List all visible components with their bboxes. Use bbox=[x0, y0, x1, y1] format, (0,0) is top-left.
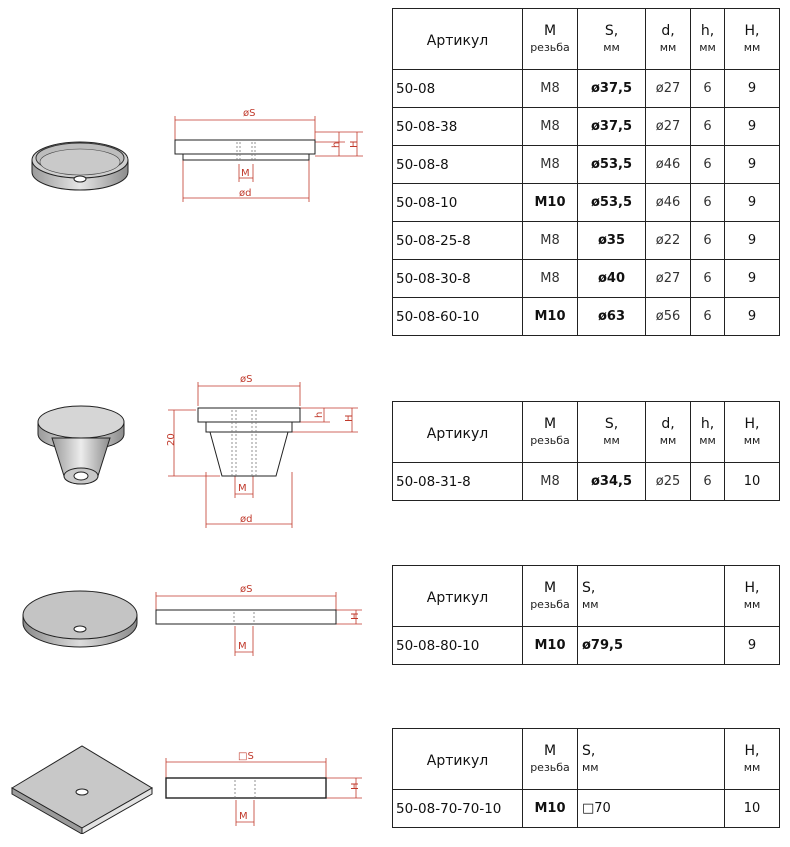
header-d: d, bbox=[661, 23, 675, 39]
header-H: H, bbox=[744, 23, 760, 39]
header-article: Артикул bbox=[426, 425, 489, 442]
table-row: 50-08-70-70-10 M10 □70 10 bbox=[393, 790, 780, 828]
cone-foot-drawing bbox=[160, 372, 375, 532]
dim-m-label: M bbox=[238, 641, 247, 652]
table-header bbox=[393, 9, 780, 70]
flat-disk-isometric bbox=[20, 583, 140, 653]
disk-stepped-drawing bbox=[165, 98, 375, 210]
dim-H-label: H bbox=[350, 782, 361, 790]
cone-foot-isometric bbox=[34, 398, 129, 493]
square-plate-drawing bbox=[158, 748, 375, 830]
table-row: 50-08-60-10 M10 ø63 ø56 6 9 bbox=[393, 298, 780, 336]
dim-s-label: øS bbox=[240, 584, 253, 595]
header-m-sub: резьба bbox=[530, 41, 570, 54]
dim-m-label: M bbox=[238, 483, 247, 494]
header-article: Артикул bbox=[426, 589, 489, 606]
header-s: S, bbox=[604, 23, 619, 39]
spec-table-2 bbox=[392, 401, 780, 501]
header-unit: мм bbox=[603, 41, 620, 54]
dim-H-label: H bbox=[349, 140, 360, 148]
table-row: 50-08-25-8 M8 ø35 ø22 6 9 bbox=[393, 222, 780, 260]
table-row: 50-08-31-8 M8 ø34,5 ø25 6 10 bbox=[393, 463, 780, 501]
dim-s-label: øS bbox=[240, 374, 253, 385]
table-row: 50-08-30-8 M8 ø40 ø27 6 9 bbox=[393, 260, 780, 298]
header-unit: мм bbox=[699, 41, 716, 54]
dim-s-label: øS bbox=[243, 108, 256, 119]
header-unit: мм bbox=[659, 41, 677, 54]
header-h: h, bbox=[700, 23, 715, 39]
dim-20-label: 20 bbox=[166, 433, 177, 446]
header-m: M bbox=[543, 23, 557, 39]
spec-table-3 bbox=[392, 565, 780, 665]
dim-H-label: H bbox=[350, 612, 361, 620]
table-row: 50-08-80-10 M10 ø79,5 9 bbox=[393, 627, 780, 665]
dim-h-label: h bbox=[331, 141, 342, 148]
spec-table-4 bbox=[392, 728, 780, 828]
table-header: Артикул M резьба S, мм H, мм bbox=[393, 729, 780, 790]
table-row: 50-08-38 M8 ø37,5 ø27 6 9 bbox=[393, 108, 780, 146]
table-header: Артикул M резьба S, мм d, мм h, мм H, мм bbox=[393, 402, 780, 463]
header-unit: мм bbox=[743, 41, 761, 54]
dim-H-label: H bbox=[344, 414, 355, 422]
dim-m-label: M bbox=[241, 168, 250, 179]
dim-d-label: ød bbox=[239, 188, 252, 199]
dim-s-label: □S bbox=[238, 751, 254, 762]
square-plate-isometric bbox=[8, 740, 156, 834]
dim-m-label: M bbox=[239, 811, 248, 822]
table-row: 50-08-10 M10 ø53,5 ø46 6 9 bbox=[393, 184, 780, 222]
header-article: Артикул bbox=[426, 32, 489, 49]
flat-disk-drawing bbox=[150, 582, 375, 664]
table-row: 50-08 M8 ø37,5 ø27 6 9 bbox=[393, 70, 780, 108]
disk-stepped-isometric bbox=[28, 132, 133, 202]
dim-d-label: ød bbox=[240, 514, 253, 525]
header-article: Артикул bbox=[426, 752, 489, 769]
dim-h-label: h bbox=[314, 411, 325, 418]
table-header: Артикул M резьба S, мм H, мм bbox=[393, 566, 780, 627]
table-row: 50-08-8 M8 ø53,5 ø46 6 9 bbox=[393, 146, 780, 184]
spec-table-1 bbox=[392, 8, 780, 336]
